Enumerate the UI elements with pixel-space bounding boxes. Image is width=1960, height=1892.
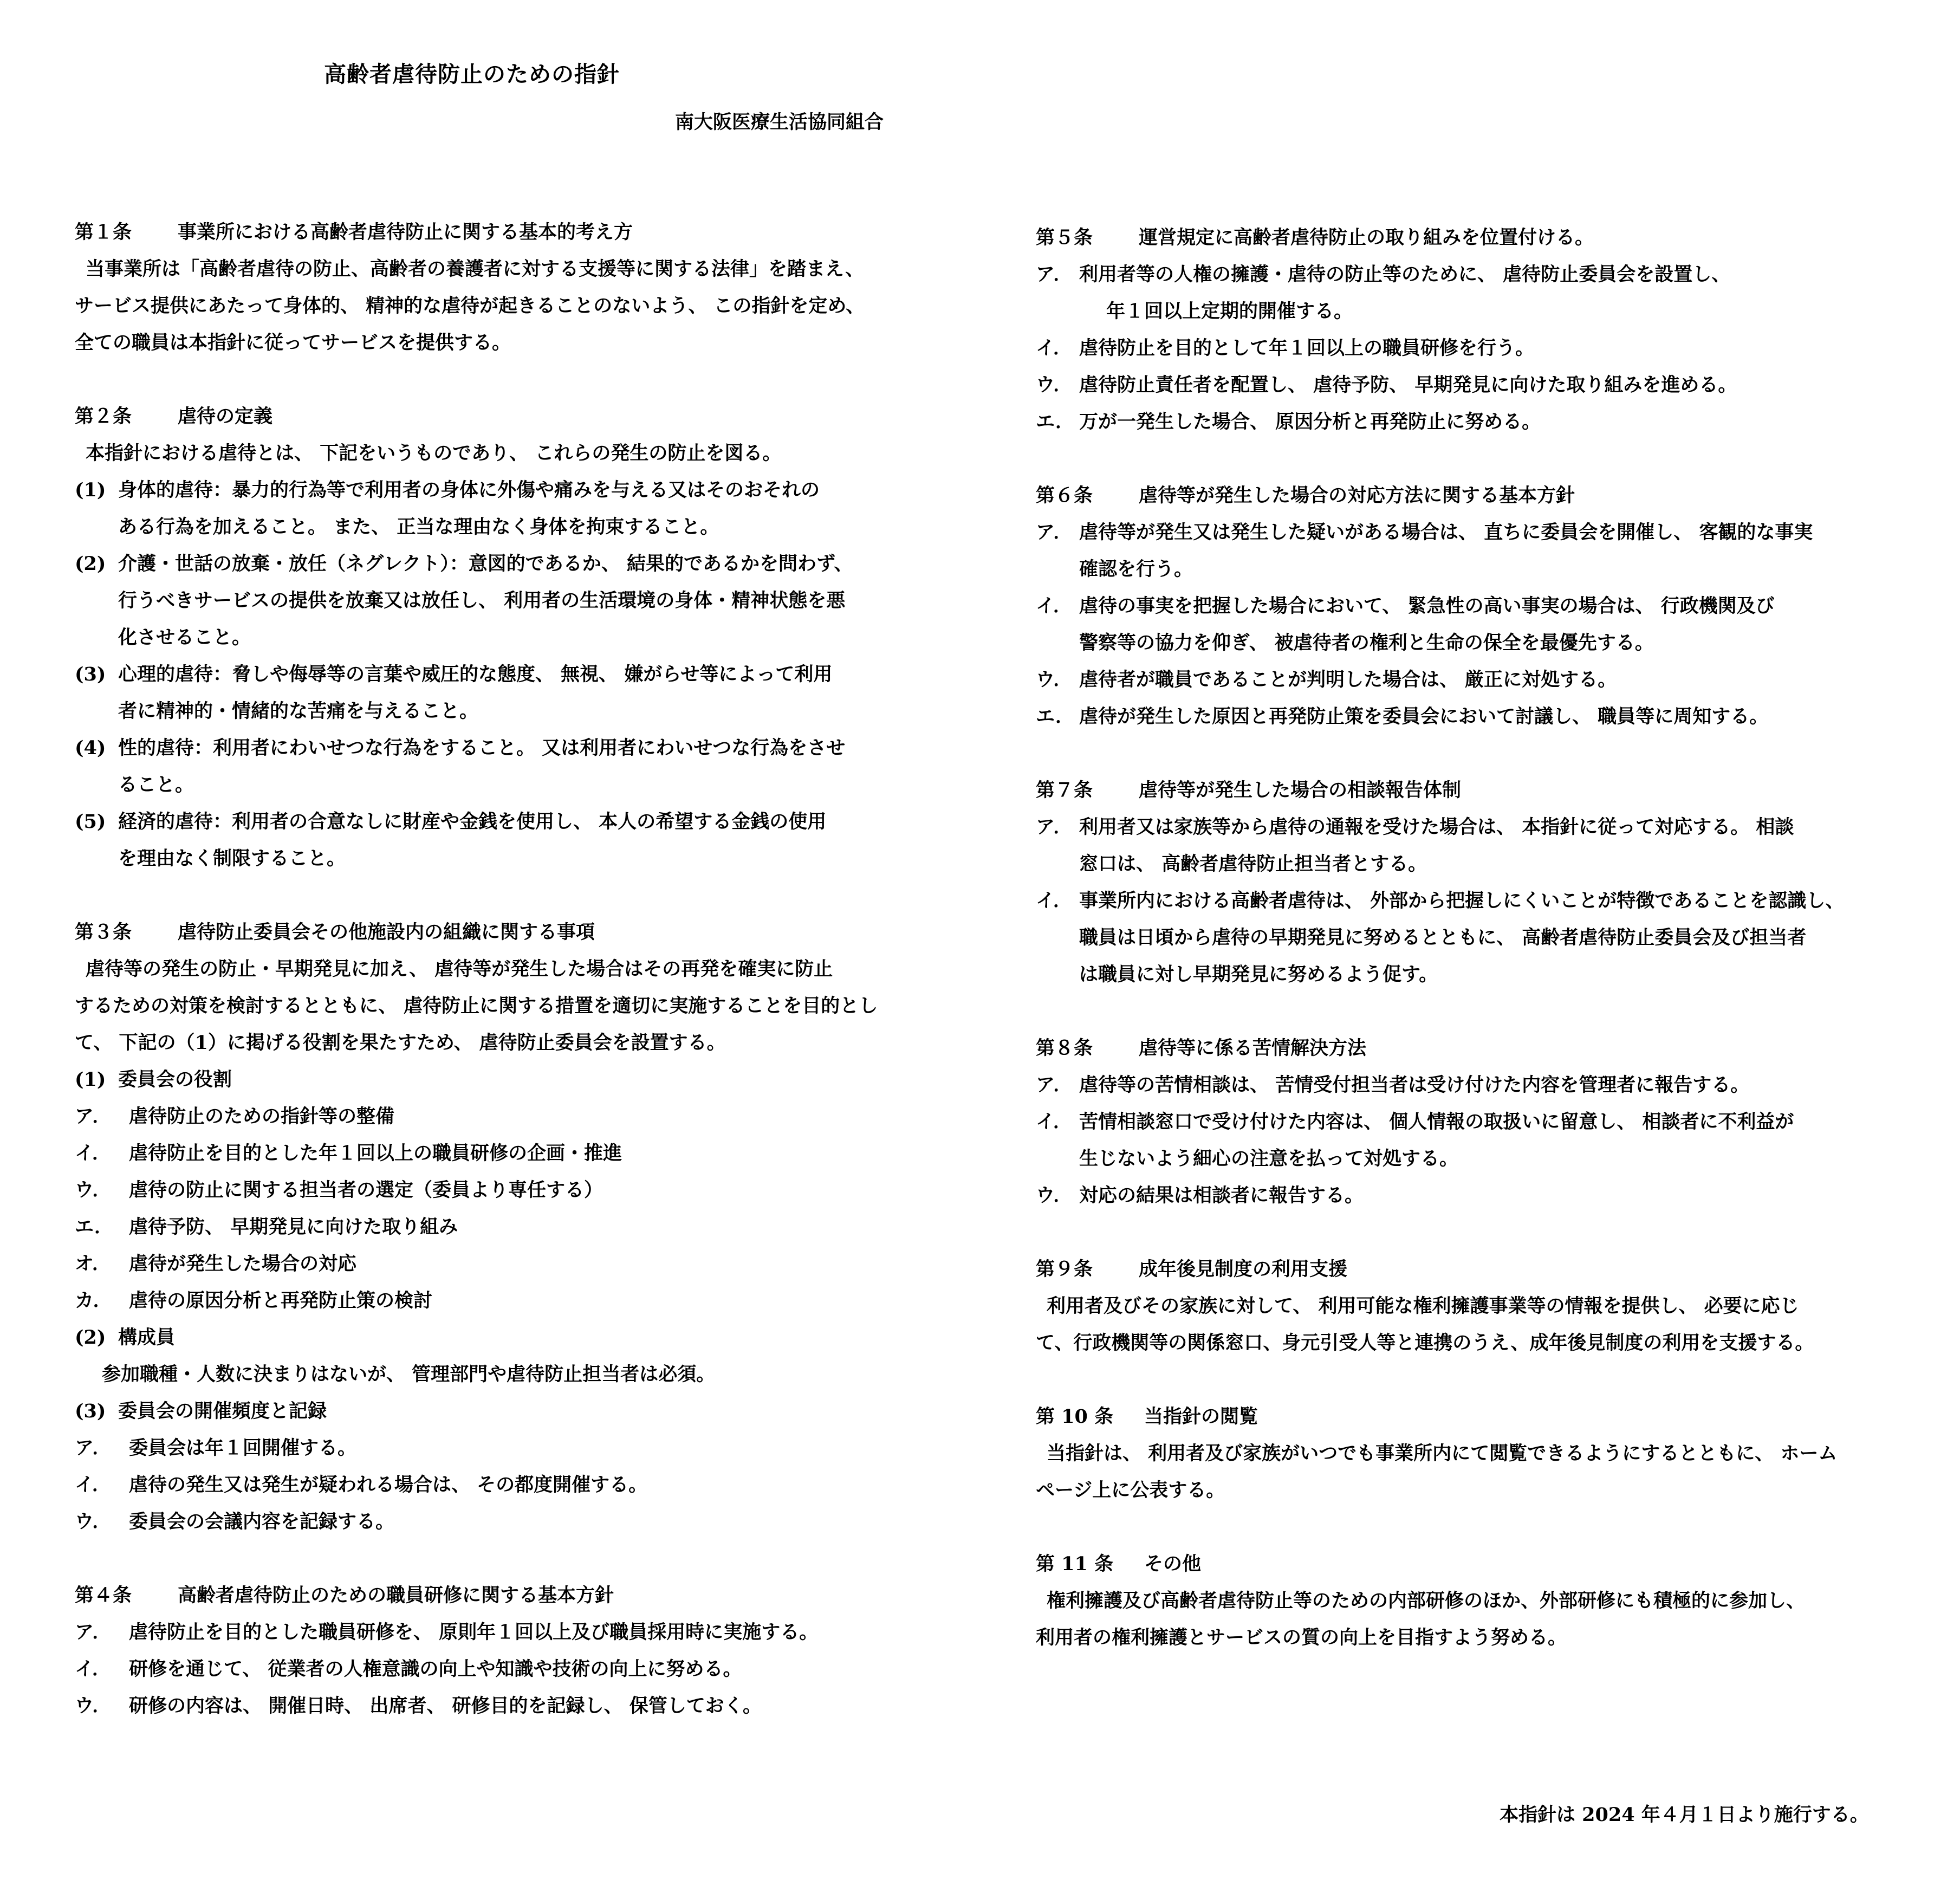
paragraph-line: 当事業所は「高齢者虐待の防止、高齢者の養護者に対する支援等に関する法律」を踏まえ、 [86,258,865,280]
article-number: 第１条 [75,221,132,243]
article-number: 第３条 [75,921,132,943]
list-item [75,1172,920,1209]
list-item [75,1098,920,1135]
list-text: 化させること。 [118,626,251,649]
list-marker: (5) [75,811,106,833]
paragraph-line: 本指針における虐待とは、 下記をいうものであり、 これらの発生の防止を図る。 [86,442,782,464]
list-marker: ア． [75,1105,112,1128]
list-marker: ウ． [1036,1184,1073,1207]
article-9 [1036,1251,1892,1362]
list-item [1036,1177,1892,1214]
list-item [1036,330,1892,367]
list-marker: イ． [1036,595,1072,617]
list-item [75,730,920,804]
left-column [75,214,920,1761]
article-heading [1036,219,1892,256]
list-text: 対応の結果は相談者に報告する。 [1079,1184,1364,1207]
article-number: 第 10 条 [1036,1405,1114,1428]
list-marker: ア． [1036,521,1073,543]
article-heading [1036,1398,1892,1435]
article-11 [1036,1546,1892,1656]
subsection-heading [75,1319,920,1356]
list-item [75,656,920,730]
article-heading [1036,1546,1892,1583]
article-number: 第２条 [75,405,132,427]
document-title: 高齢者虐待防止のための指針 [324,61,620,87]
article-number: 第４条 [75,1584,132,1606]
list-text: 虐待者が職員であることが判明した場合は、 厳正に対処する。 [1079,669,1617,691]
article-7 [1036,772,1892,993]
list-marker: ア． [1036,263,1073,286]
list-item [1036,1067,1892,1104]
list-marker: イ． [75,1474,111,1496]
list-marker: (4) [75,737,106,759]
subsection-label: 委員会の開催頻度と記録 [118,1400,327,1422]
article-title: 虐待等に係る苦情解決方法 [1139,1037,1367,1059]
list-marker: (3) [75,663,106,685]
list-text: 虐待等が発生又は発生した疑いがある場合は、 直ちに委員会を開催し、 客観的な事実 [1079,521,1813,543]
list-text: 性的虐待：利用者にわいせつな行為をすること。 又は利用者にわいせつな行為をさせ [118,737,846,759]
list-marker: (2) [75,553,106,575]
list-item [1036,1104,1892,1177]
article-title: 虐待の定義 [178,405,273,427]
paragraph-line: サービス提供にあたって身体的、 精神的な虐待が起きることのないよう、 この指針を定め、 [75,295,865,317]
list-item [75,804,920,877]
list-item [75,1209,920,1246]
list-text: 経済的虐待：利用者の合意なしに財産や金銭を使用し、 本人の希望する金銭の使用 [118,811,827,833]
list-text: ある行為を加えること。 また、 正当な理由なく身体を拘束すること。 [118,516,719,538]
list-item [75,1614,920,1651]
list-item [1036,883,1892,993]
paragraph-line: て、行政機関等の関係窓口、身元引受人等と連携のうえ、成年後見制度の利用を支援する。 [1036,1332,1814,1354]
list-text: 警察等の協力を仰ぎ、 被虐待者の権利と生命の保全を最優先する。 [1079,632,1654,654]
paragraph-line: て、 下記の（1）に掲げる役割を果たすため、 虐待防止委員会を設置する。 [75,1032,726,1054]
article-title: 当指針の閲覧 [1144,1405,1258,1428]
list-marker: エ． [1036,411,1075,433]
list-item [75,1282,920,1319]
list-marker: (2) [75,1326,106,1349]
list-marker: ウ． [75,1695,112,1717]
list-item [1036,662,1892,698]
list-item [1036,367,1892,404]
article-5 [1036,219,1892,440]
list-text: 確認を行う。 [1079,558,1193,580]
article-heading [1036,772,1892,809]
list-marker: ア． [1036,1074,1073,1096]
paragraph-line: 全ての職員は本指針に従ってサービスを提供する。 [75,332,511,354]
list-item [75,1430,920,1467]
list-item [1036,514,1892,588]
article-heading [1036,1030,1892,1067]
list-text: 虐待防止を目的とした職員研修を、 原則年１回以上及び職員採用時に実施する。 [129,1621,819,1643]
list-marker: オ． [75,1253,111,1275]
article-title: 虐待等が発生した場合の対応方法に関する基本方針 [1139,484,1575,507]
paragraph-line: ページ上に公表する。 [1036,1479,1225,1501]
list-text: 虐待防止責任者を配置し、 虐待予防、 早期発見に向けた取り組みを進める。 [1079,374,1737,396]
article-heading [1036,1251,1892,1288]
article-number: 第６条 [1036,484,1093,507]
paragraph-line: 当指針は、 利用者及び家族がいつでも事業所内にて閲覧できるようにするとともに、 ホーム [1047,1442,1838,1465]
list-marker: ウ． [1036,669,1073,691]
list-text: 生じないよう細心の注意を払って対処する。 [1079,1148,1459,1170]
list-text: 事業所内における高齢者虐待は、 外部から把握しにくいことが特徴であることを認識し、 [1079,890,1845,912]
list-marker: ア． [1036,816,1073,838]
subsection-label: 委員会の役割 [118,1068,232,1091]
list-marker: ア． [75,1437,112,1459]
list-text: を理由なく制限すること。 [118,847,346,870]
list-item [75,1467,920,1504]
list-text: 虐待等の苦情相談は、 苦情受付担当者は受け付けた内容を管理者に報告する。 [1079,1074,1750,1096]
list-text: 研修の内容は、 開催日時、 出席者、 研修目的を記録し、 保管しておく。 [129,1695,762,1717]
list-item [75,546,920,656]
list-item [1036,588,1892,662]
paragraph-line: 利用者の権利擁護とサービスの質の向上を目指すよう努める。 [1036,1627,1567,1649]
list-marker: (1) [75,479,106,501]
article-4 [75,1577,920,1725]
list-marker: ウ． [75,1511,112,1533]
list-marker: (3) [75,1400,106,1422]
list-marker: エ． [75,1216,114,1238]
article-10 [1036,1398,1892,1509]
list-text: 利用者等の人権の擁護・虐待の防止等のために、 虐待防止委員会を設置し、 [1079,263,1731,286]
list-marker: エ． [1036,705,1075,728]
list-text: 万が一発生した場合、 原因分析と再発防止に努める。 [1079,411,1541,433]
article-title: 虐待等が発生した場合の相談報告体制 [1139,779,1462,801]
list-text: 利用者又は家族等から虐待の通報を受けた場合は、 本指針に従って対応する。 相談 [1079,816,1794,838]
effective-date-note: 本指針は 2024 年４月１日より施行する。 [1500,1804,1869,1826]
list-text: 虐待の防止に関する担当者の選定（委員より専任する） [129,1179,603,1201]
list-item [75,1246,920,1282]
article-number: 第７条 [1036,779,1093,801]
list-item [1036,698,1892,735]
article-title: その他 [1144,1553,1202,1575]
list-marker: イ． [75,1658,111,1680]
list-text: 虐待の原因分析と再発防止策の検討 [129,1290,433,1312]
paragraph-line: するための対策を検討するとともに、 虐待防止に関する措置を適切に実施することを目的とし [75,995,878,1017]
article-8 [1036,1030,1892,1214]
article-number: 第５条 [1036,226,1093,249]
list-text: 心理的虐待：脅しや侮辱等の言葉や威圧的な態度、 無視、 嫌がらせ等によって利用 [118,663,833,685]
list-marker: ウ． [75,1179,112,1201]
list-text: 介護・世話の放棄・放任（ネグレクト）：意図的であるか、 結果的であるかを問わず、 [118,553,853,575]
list-text: 研修を通じて、 従業者の人権意識の向上や知識や技術の向上に努める。 [129,1658,742,1680]
list-text: ること。 [118,774,194,796]
article-number: 第 11 条 [1036,1553,1114,1575]
list-item [75,1504,920,1540]
article-heading [75,214,920,251]
list-text: 虐待防止を目的として年１回以上の職員研修を行う。 [1079,337,1535,359]
list-text: 虐待が発生した場合の対応 [129,1253,357,1275]
list-marker: ウ． [1036,374,1073,396]
subsection-label: 構成員 [118,1326,176,1349]
list-text: 虐待防止のための指針等の整備 [129,1105,395,1128]
list-marker: カ． [75,1290,112,1312]
paragraph-line: 虐待等の発生の防止・早期発見に加え、 虐待等が発生した場合はその再発を確実に防止 [86,958,833,980]
list-marker: イ． [1036,890,1072,912]
list-item [1036,809,1892,883]
article-number: 第９条 [1036,1258,1093,1280]
list-text: 虐待の事実を把握した場合において、 緊急性の高い事実の場合は、 行政機関及び [1079,595,1775,617]
list-item [75,472,920,546]
list-item [75,1135,920,1172]
list-item [75,1651,920,1688]
list-text: 窓口は、 高齢者虐待防止担当者とする。 [1079,853,1427,875]
article-title: 成年後見制度の利用支援 [1139,1258,1348,1280]
paragraph-line: 利用者及びその家族に対して、 利用可能な権利擁護事業等の情報を提供し、 必要に応じ [1047,1295,1799,1317]
list-marker: イ． [1036,1111,1072,1133]
list-item [1036,404,1892,440]
subsection-heading [75,1061,920,1098]
list-marker: イ． [75,1142,111,1164]
list-marker: ア． [75,1621,112,1643]
list-text: 虐待の発生又は発生が疑われる場合は、 その都度開催する。 [129,1474,648,1496]
article-title: 運営規定に高齢者虐待防止の取り組みを位置付ける。 [1139,226,1594,249]
article-6 [1036,477,1892,735]
list-text: 委員会の会議内容を記録する。 [129,1511,395,1533]
list-marker: イ． [1036,337,1072,359]
list-text: 年１回以上定期的開催する。 [1106,300,1353,322]
list-text: 職員は日頃から虐待の早期発見に努めるとともに、 高齢者虐待防止委員会及び担当者 [1079,926,1807,949]
article-heading [75,1577,920,1614]
organization-name: 南大阪医療生活協同組合 [675,111,884,133]
paragraph-line: 参加職種・人数に決まりはないが、 管理部門や虐待防止担当者は必須。 [102,1363,716,1385]
right-column [1036,219,1892,1693]
list-text: 行うべきサービスの提供を放棄又は放任し、 利用者の生活環境の身体・精神状態を悪 [118,589,846,612]
article-title: 高齢者虐待防止のための職員研修に関する基本方針 [178,1584,614,1606]
list-text: 者に精神的・情緒的な苦痛を与えること。 [118,700,479,722]
list-text: 虐待防止を目的とした年１回以上の職員研修の企画・推進 [129,1142,622,1164]
article-heading [75,914,920,951]
list-text: 身体的虐待：暴力的行為等で利用者の身体に外傷や痛みを与える又はそのおそれの [118,479,820,501]
list-text: 虐待が発生した原因と再発防止策を委員会において討議し、 職員等に周知する。 [1079,705,1769,728]
article-title: 事業所における高齢者虐待防止に関する基本的考え方 [178,221,633,243]
subsection-heading [75,1393,920,1430]
article-heading [75,398,920,435]
article-1 [75,214,920,361]
article-heading [1036,477,1892,514]
list-item [1036,256,1892,293]
list-text: 虐待予防、 早期発見に向けた取り組み [129,1216,458,1238]
paragraph-line: 権利擁護及び高齢者虐待防止等のための内部研修のほか、外部研修にも積極的に参加し、 [1047,1590,1806,1612]
list-text: 委員会は年１回開催する。 [129,1437,357,1459]
article-number: 第８条 [1036,1037,1093,1059]
article-title: 虐待防止委員会その他施設内の組織に関する事項 [178,921,595,943]
list-item [75,1688,920,1725]
article-2 [75,398,920,877]
article-3 [75,914,920,1540]
list-text: 苦情相談窓口で受け付けた内容は、 個人情報の取扱いに留意し、 相談者に不利益が [1079,1111,1794,1133]
list-text: は職員に対し早期発見に努めるよう促す。 [1079,963,1438,986]
list-marker: (1) [75,1068,106,1091]
